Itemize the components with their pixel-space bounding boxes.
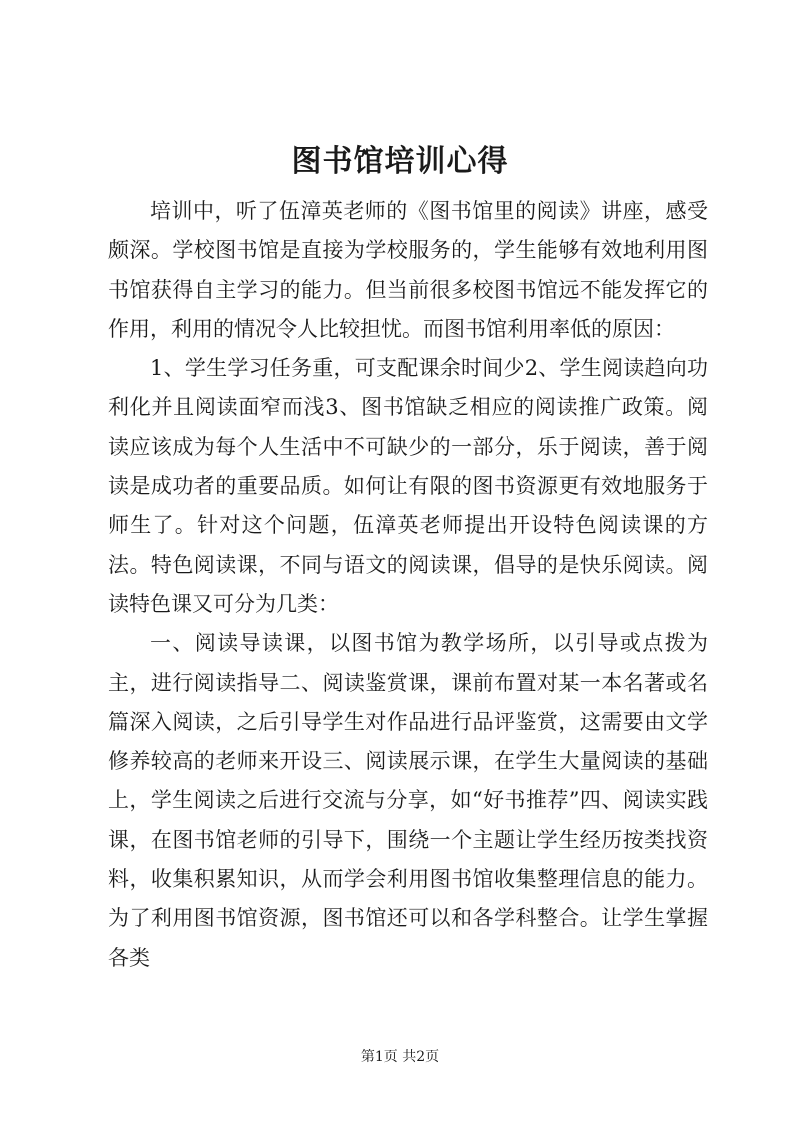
page-number-footer: 第1页 共2页: [360, 1049, 440, 1065]
paragraph-1: 培训中，听了伍漳英老师的《图书馆里的阅读》讲座，感受颇深。学校图书馆是直接为学校服务的，学生能够有效地利用图书馆获得自主学习的能力。但当前很多校图书馆远不能发挥它的作用，利用的情况令人比较担忧。而图书馆利用率低的原因：: [108, 199, 708, 341]
document-title: 图书馆培训心得: [291, 144, 509, 179]
document-body: [108, 192, 708, 978]
paragraph-3: 一、阅读导读课，以图书馆为教学场所，以引导或点拨为主，进行阅读指导二、阅读鉴赏课，课前布置对某一本名著或名篇深入阅读，之后引导学生对作品进行品评鉴赏，这需要由文学修养较高的老师来开设三、阅读展示课，在学生大量阅读的基础上，学生阅读之后进行交流与分享，如“好书推荐”四、阅读实践课，在图书馆老师的引导下，围绕一个主题让学生经历按类找资料，收集积累知识，从而学会利用图书馆收集整理信息的能力。为了利用图书馆资源，图书馆还可以和各学科整合。让学生掌握各类: [108, 631, 708, 970]
paragraph-2: 1、学生学习任务重，可支配课余时间少2、学生阅读趋向功利化并且阅读面窄而浅3、图书馆缺乏相应的阅读推广政策。阅读应该成为每个人生活中不可缺少的一部分，乐于阅读，善于阅读是成功者的重要品质。如何让有限的图书资源更有效地服务于师生了。针对这个问题，伍漳英老师提出开设特色阅读课的方法。特色阅读课，不同与语文的阅读课，倡导的是快乐阅读。阅读特色课又可分为几类：: [108, 356, 708, 616]
